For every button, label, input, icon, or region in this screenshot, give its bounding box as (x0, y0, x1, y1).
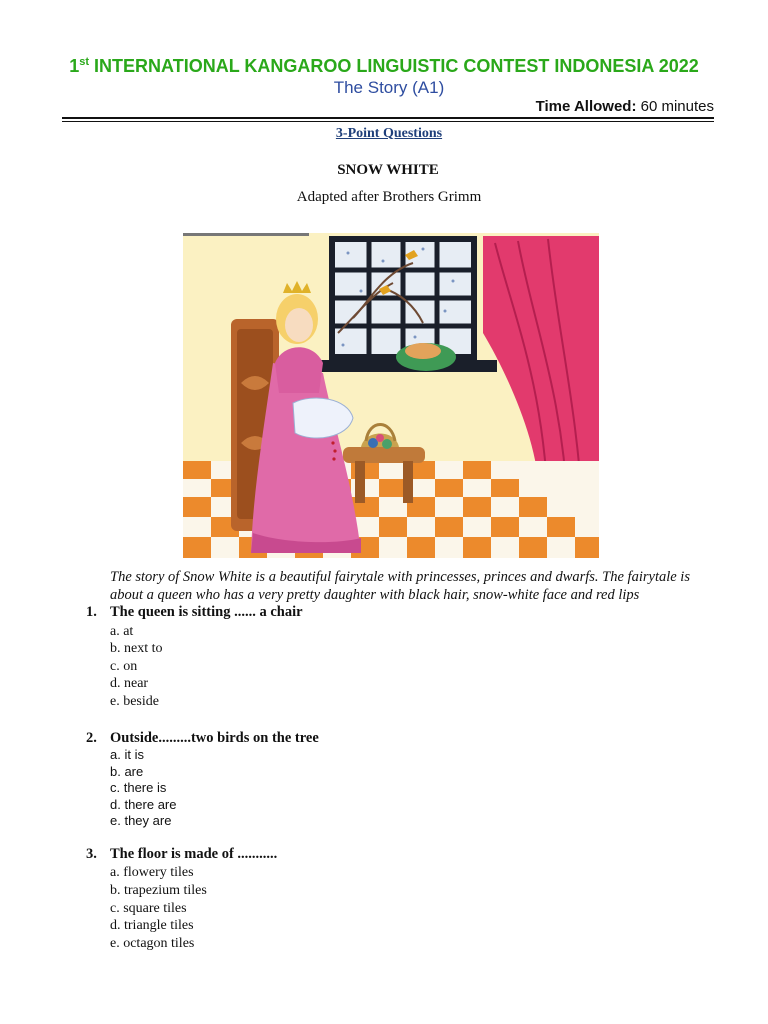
question-2-option-d[interactable]: d. there are (110, 797, 177, 812)
question-3-number: 3. (86, 846, 97, 862)
cat (405, 343, 441, 359)
question-1-text: The queen is sitting ...... a chair (110, 604, 303, 620)
story-title: SNOW WHITE (337, 162, 439, 178)
question-3-option-c[interactable]: c. square tiles (110, 901, 187, 916)
header-rule-thin (62, 121, 714, 122)
time-allowed-label: Time Allowed: (535, 98, 637, 115)
question-3-option-d[interactable]: d. triangle tiles (110, 918, 194, 933)
time-allowed (536, 98, 714, 115)
question-1-option-c[interactable]: c. on (110, 659, 138, 674)
question-3-option-a[interactable]: a. flowery tiles (110, 865, 194, 880)
header-rule-thick (62, 117, 714, 119)
time-allowed-value: 60 minutes (640, 98, 714, 115)
question-2-option-a[interactable]: a. it is (110, 747, 144, 762)
question-1-option-a[interactable]: a. at (110, 624, 134, 639)
question-2-option-c[interactable]: c. there is (110, 780, 167, 795)
contest-ordinal-suffix: st (79, 56, 90, 68)
question-3-option-b[interactable]: b. trapezium tiles (110, 883, 207, 898)
question-3-option-e[interactable]: e. octagon tiles (110, 936, 195, 951)
contest-title (0, 56, 768, 77)
contest-title-text: INTERNATIONAL KANGAROO LINGUISTIC CONTEST INDONESIA 2022 (94, 56, 699, 76)
question-2-option-e[interactable]: e. they are (110, 813, 172, 828)
question-3-text: The floor is made of ........... (110, 846, 278, 862)
question-2-number: 2. (86, 730, 97, 746)
queen-illustration (183, 233, 599, 558)
question-2-option-b[interactable]: b. are (110, 764, 144, 779)
question-1-option-b[interactable]: b. next to (110, 641, 163, 656)
contest-ordinal: 1 (69, 56, 80, 76)
question-2-text: Outside.........two birds on the tree (110, 730, 319, 746)
story-subtitle: Adapted after Brothers Grimm (296, 189, 482, 205)
question-1-option-e[interactable]: e. beside (110, 694, 159, 709)
story-intro: The story of Snow White is a beautiful fairytale with princesses, princes and dwarfs. The fairytale is about a queen who has a very pretty daughter with black hair, snow-white face and red lips (110, 569, 690, 603)
section-heading: 3-Point Questions (335, 126, 443, 141)
contest-subtitle: The Story (A1) (333, 78, 445, 97)
question-1-option-d[interactable]: d. near (110, 676, 149, 691)
question-1-number: 1. (86, 604, 97, 620)
window (329, 236, 477, 360)
